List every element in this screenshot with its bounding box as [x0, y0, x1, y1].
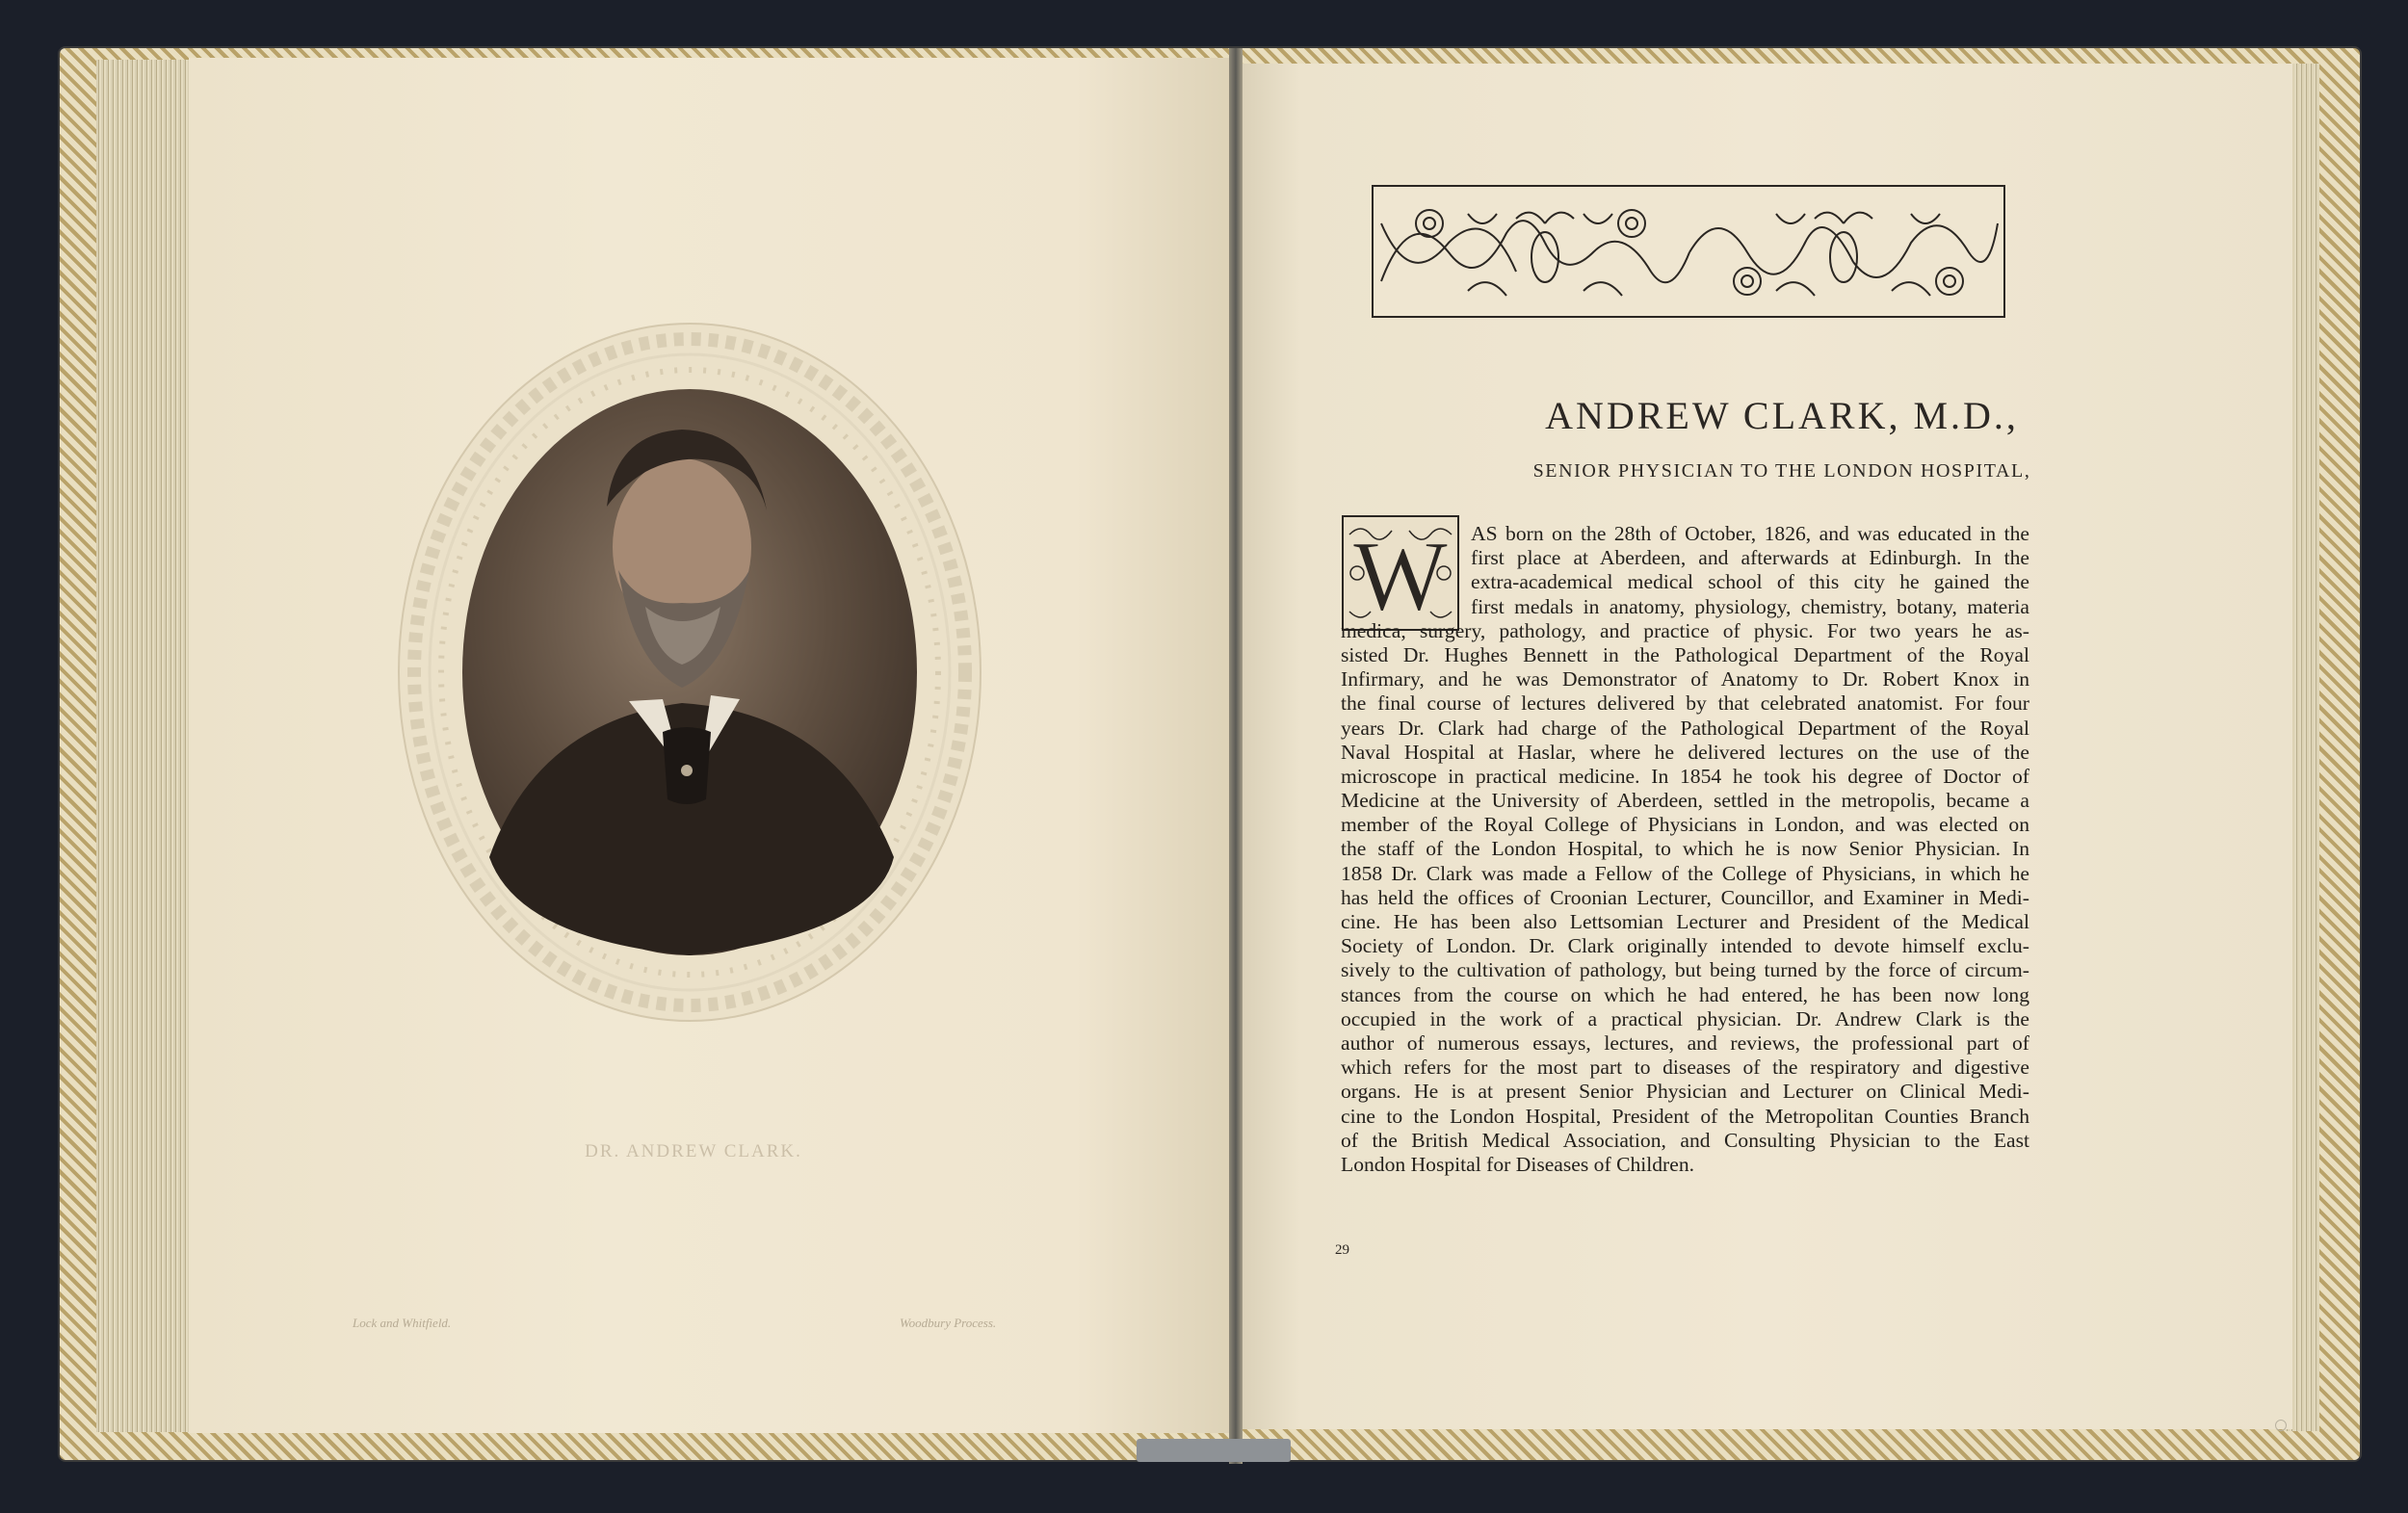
body-line: first medals in anatomy, physiology, chemistry, botany, materia	[1471, 594, 2029, 618]
body-line: has held the offices of Croonian Lecturer, Councillor, and Examiner in Medi-	[1341, 885, 2029, 909]
body-line: extra-academical medical school of this city he gained the	[1471, 570, 2029, 594]
body-line: the final course of lectures delivered by that celebrated anatomist. For four	[1341, 691, 2029, 716]
process-credit: Woodbury Process.	[900, 1316, 997, 1330]
body-line: AS born on the 28th of October, 1826, and was educated in the	[1471, 522, 2029, 545]
portrait-frame	[393, 318, 986, 1027]
body-line: microscope in practical medicine. In 1854 he took his degree of Doctor of	[1341, 764, 2029, 788]
body-line: member of the Royal College of Physicians in London, and was elected on	[1341, 813, 2029, 837]
body-line: Medicine at the University of Aberdeen, settled in the metropolis, became a	[1341, 789, 2029, 813]
biography-body	[1341, 522, 2029, 1177]
photographer-credit: Lock and Whitfield.	[353, 1316, 452, 1330]
body-line: sisted Dr. Hughes Bennett in the Pathological Department of the Royal	[1341, 642, 2029, 666]
body-line: Infirmary, and he was Demonstrator of Anatomy to Dr. Robert Knox in	[1341, 667, 2029, 691]
body-line: occupied in the work of a practical physician. Dr. Andrew Clark is the	[1341, 1006, 2029, 1030]
body-line: stances from the course on which he had entered, he has been now long	[1341, 982, 2029, 1006]
body-line: Naval Hospital at Haslar, where he delivered lectures on the use of the	[1341, 740, 2029, 764]
body-line: Society of London. Dr. Clark originally intended to devote himself exclu-	[1341, 934, 2029, 958]
body-line: sively to the cultivation of pathology, but being turned by the force of circum-	[1341, 958, 2029, 982]
body-line: cine. He has been also Lettsomian Lecturer and President of the Medical	[1341, 910, 2029, 933]
ornamental-headpiece	[1372, 185, 2005, 318]
body-line: organs. He is at present Senior Physician and Lecturer on Clinical Medi-	[1341, 1080, 2029, 1104]
spine-tab	[1137, 1439, 1291, 1462]
book-gutter	[1229, 48, 1243, 1464]
biography-subtitle: SENIOR PHYSICIAN TO THE LONDON HOSPITAL,	[1532, 460, 2031, 482]
body-line: the staff of the London Hospital, to which he is now Senior Physician. In	[1341, 837, 2029, 861]
body-line: of the British Medical Association, and Consulting Physician to the East	[1341, 1128, 2029, 1152]
body-line: author of numerous essays, lectures, and reviews, the professional part of	[1341, 1030, 2029, 1055]
body-line: London Hospital for Diseases of Children.	[1341, 1152, 1695, 1176]
corner-mark	[2275, 1420, 2287, 1431]
svg-text:W: W	[1352, 521, 1449, 631]
biography-title: ANDREW CLARK, M.D.,	[1545, 394, 2019, 437]
body-line: which refers for the most part to diseases of the respiratory and digestive	[1341, 1056, 2029, 1080]
body-line: cine to the London Hospital, President of the Metropolitan Counties Branch	[1341, 1104, 2029, 1128]
portrait-photo	[462, 389, 917, 955]
portrait-caption: DR. ANDREW CLARK.	[585, 1141, 802, 1161]
body-line: years Dr. Clark had charge of the Pathological Department of the Royal	[1341, 716, 2029, 740]
page-edges-left	[96, 60, 193, 1432]
body-line: 1858 Dr. Clark was made a Fellow of the College of Physicians, in which he	[1341, 861, 2029, 885]
page-number: 29	[1335, 1242, 1349, 1258]
body-line: first place at Aberdeen, and afterwards at Edinburgh. In the	[1471, 546, 2029, 570]
body-line: medica, surgery, pathology, and practice of physic. For two years he as-	[1341, 618, 2029, 642]
